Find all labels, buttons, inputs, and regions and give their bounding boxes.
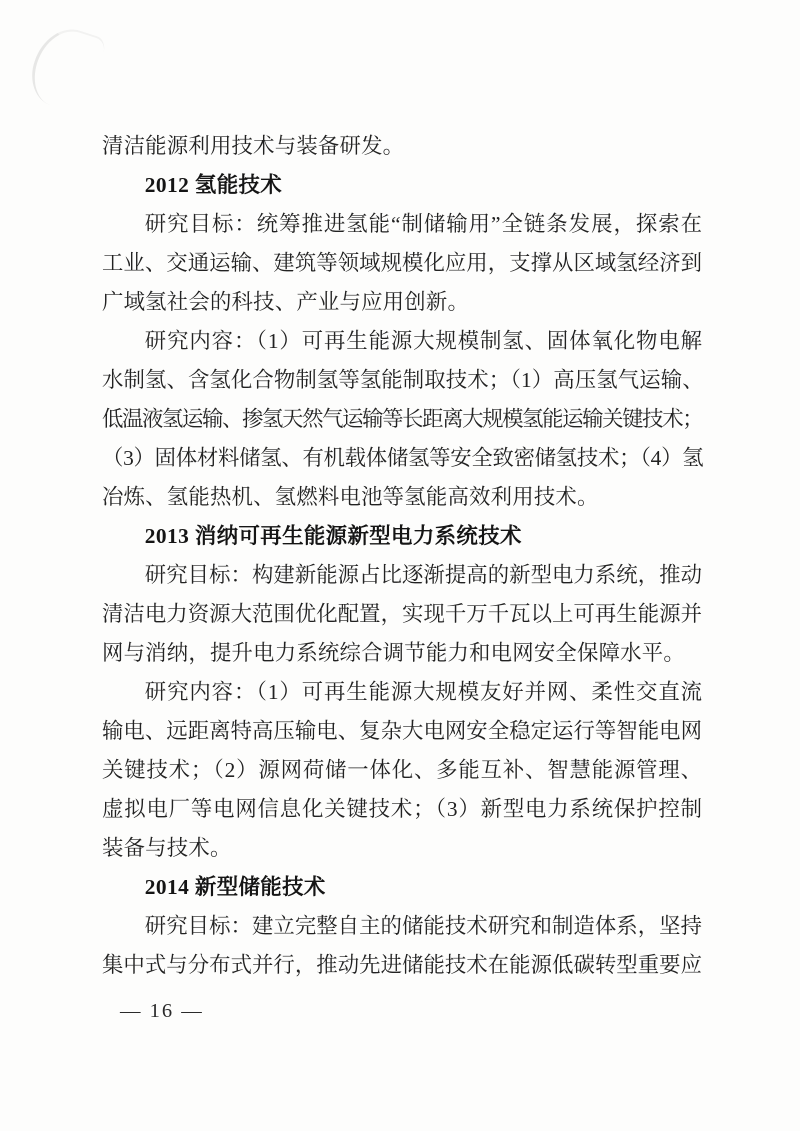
text-line: （3）固体材料储氢、有机载体储氢等安全致密储氢技术；（4）氢	[102, 446, 702, 470]
text-line: 清洁能源利用技术与装备研发。	[102, 134, 405, 158]
page-body	[102, 127, 702, 985]
text-line: 低温液氢运输、掺氢天然气运输等长距离大规模氢能运输关键技术；	[102, 407, 702, 431]
text-line: 集中式与分布式并行，推动先进储能技术在能源低碳转型重要应	[102, 953, 702, 977]
section-heading: 2013 消纳可再生能源新型电力系统技术	[144, 524, 522, 548]
text-line: 广域氢社会的科技、产业与应用创新。	[102, 290, 470, 314]
page-footer	[120, 1000, 204, 1023]
text-line: 输电、远距离特高压输电、复杂大电网安全稳定运行等智能电网	[102, 719, 702, 743]
text-line: 虚拟电厂等电网信息化关键技术；（3）新型电力系统保护控制	[102, 797, 702, 821]
text-line: 研究目标：构建新能源占比逐渐提高的新型电力系统，推动	[144, 563, 702, 587]
text-line: 水制氢、含氢化合物制氢等氢能制取技术；（1）高压氢气运输、	[102, 368, 702, 392]
text-line: 研究目标：建立完整自主的储能技术研究和制造体系，坚持	[144, 914, 702, 938]
page-number: — 16 —	[120, 1000, 204, 1022]
text-line: 装备与技术。	[102, 836, 232, 860]
scan-artifact	[23, 20, 108, 116]
text-line: 网与消纳，提升电力系统综合调节能力和电网安全保障水平。	[102, 641, 685, 665]
text-line: 清洁电力资源大范围优化配置，实现千万千瓦以上可再生能源并	[102, 602, 702, 626]
text-line: 关键技术；（2）源网荷储一体化、多能互补、智慧能源管理、	[102, 758, 702, 782]
text-line: 冶炼、氢能热机、氢燃料电池等氢能高效利用技术。	[102, 485, 599, 509]
text-line: 研究内容：（1）可再生能源大规模友好并网、柔性交直流	[144, 680, 702, 704]
text-line: 工业、交通运输、建筑等领域规模化应用，支撑从区域氢经济到	[102, 251, 702, 275]
section-heading: 2012 氢能技术	[144, 173, 283, 197]
text-line: 研究内容：（1）可再生能源大规模制氢、固体氧化物电解	[144, 329, 702, 353]
section-heading: 2014 新型储能技术	[144, 875, 326, 899]
text-line: 研究目标：统筹推进氢能“制储输用”全链条发展，探索在	[144, 212, 702, 236]
